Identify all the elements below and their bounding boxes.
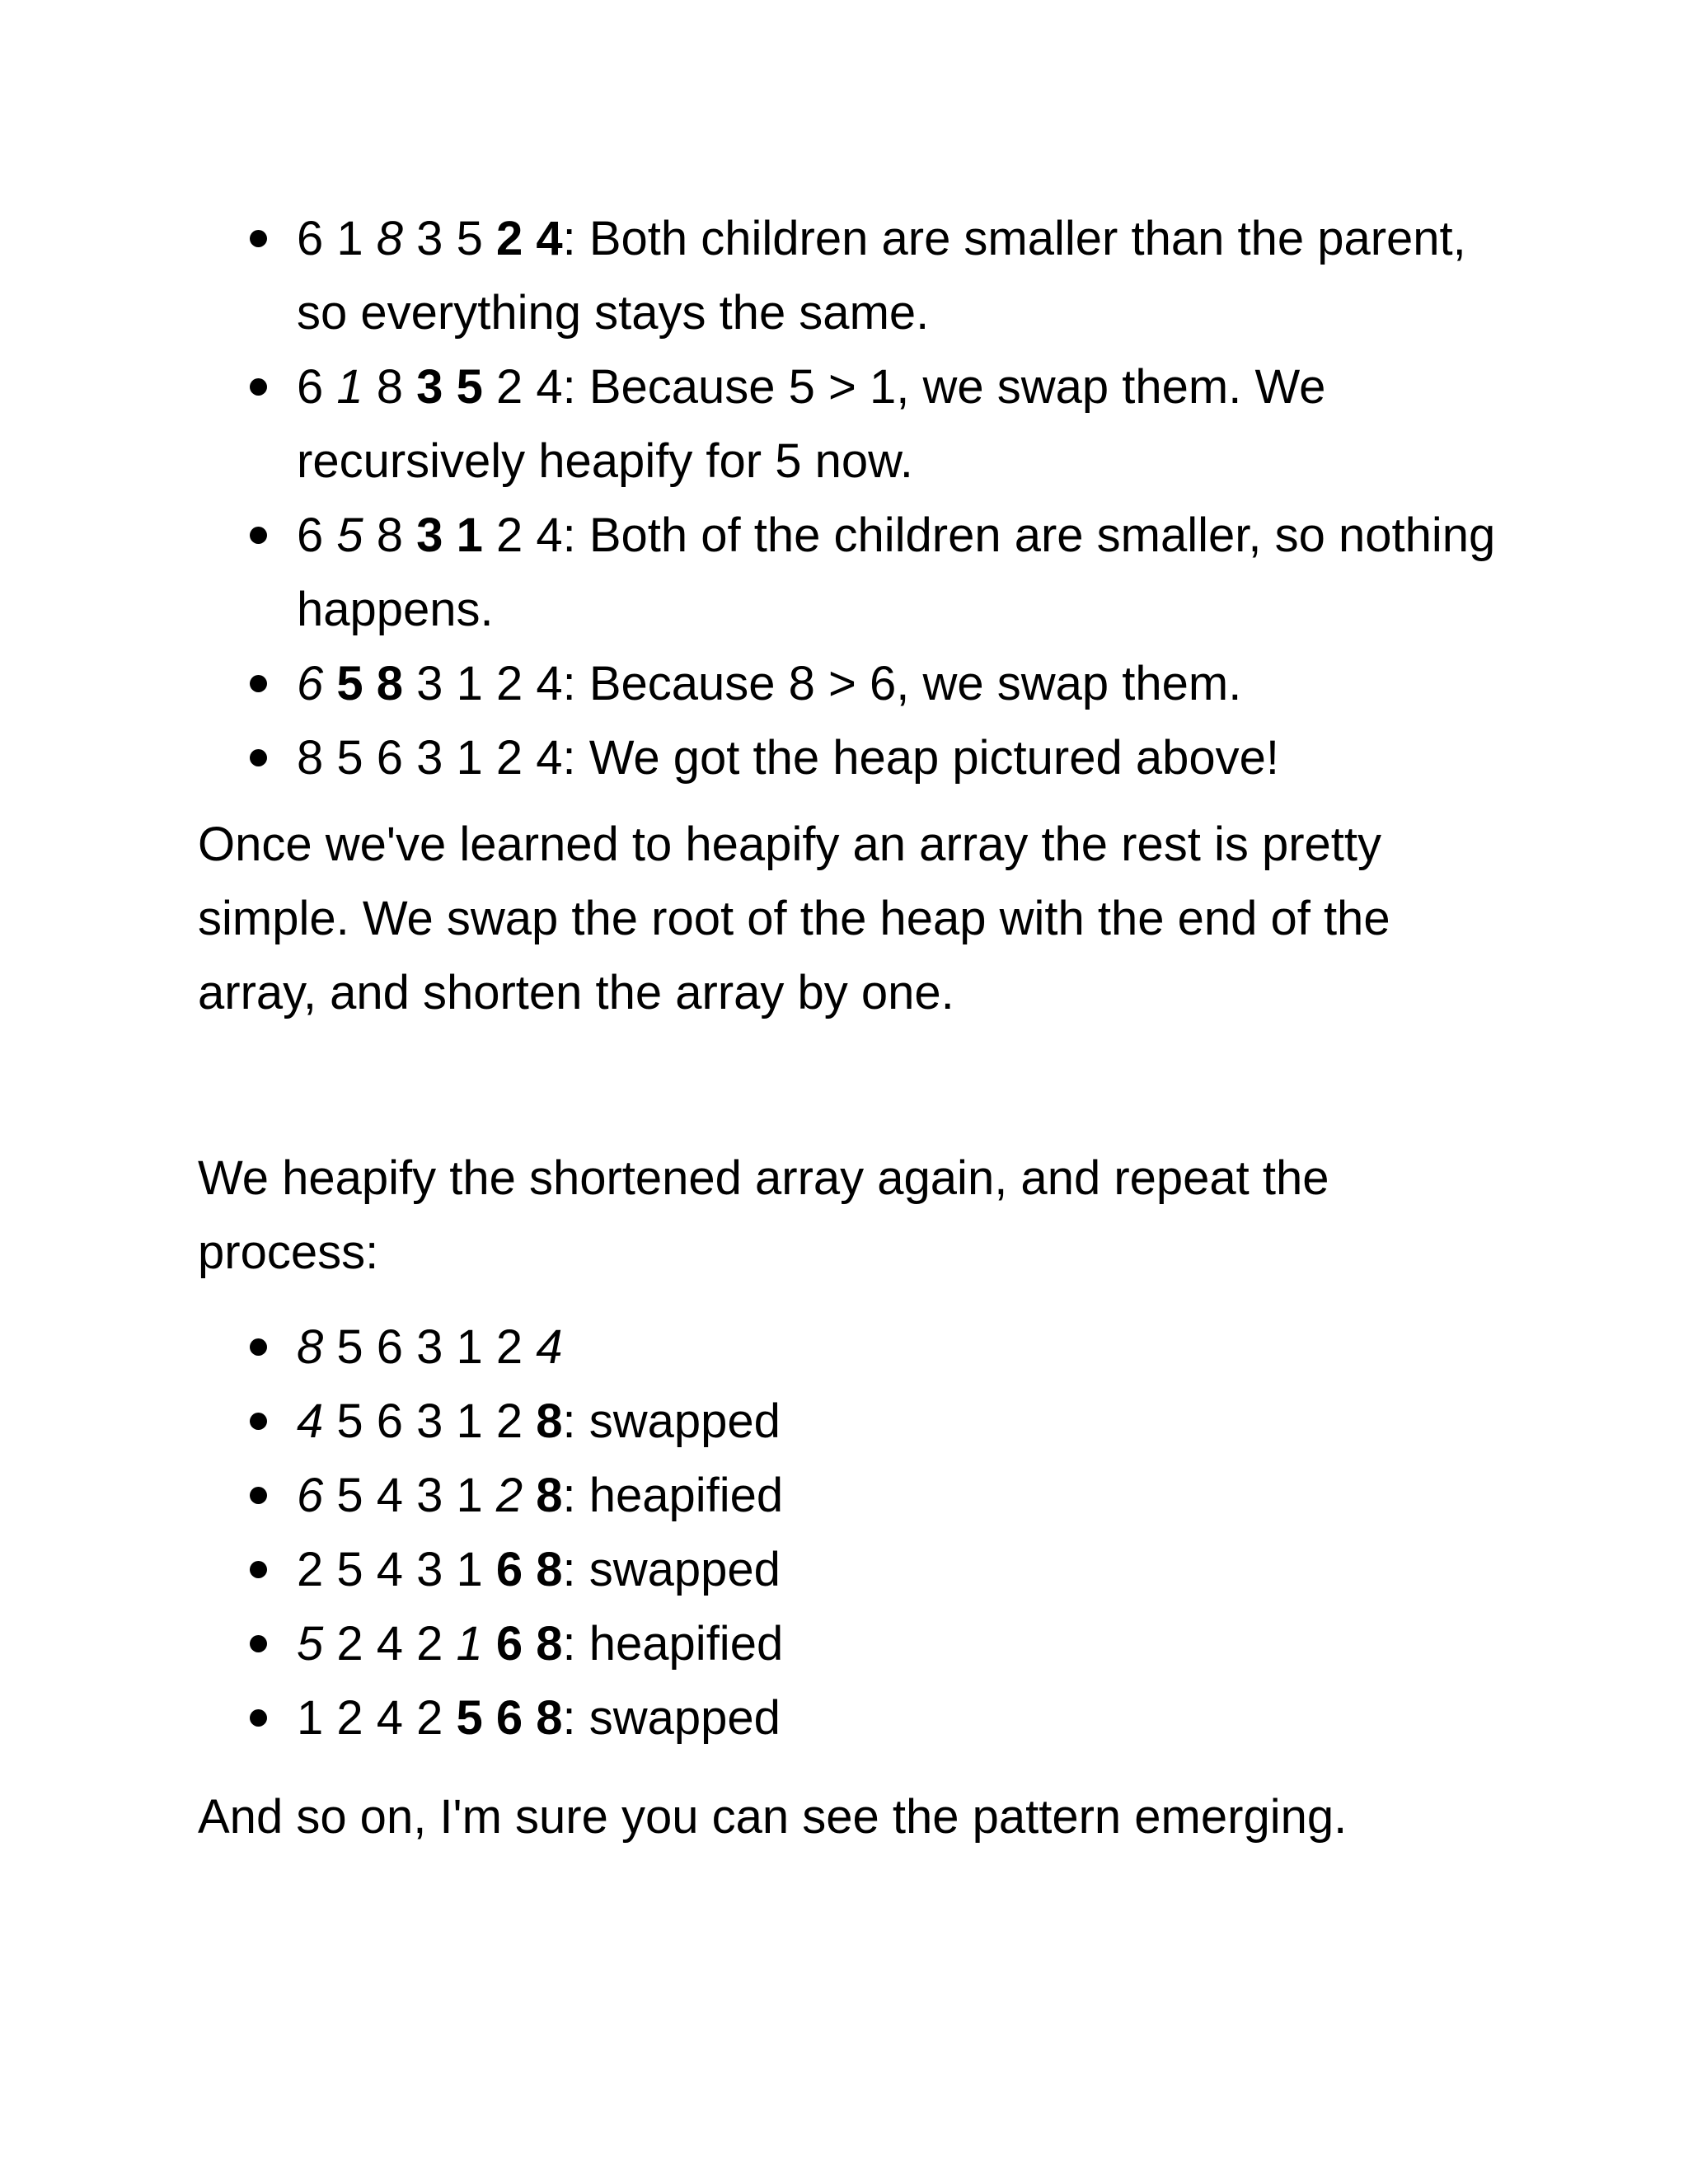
array-token: 6 <box>495 1691 523 1745</box>
step-description: : heapified <box>562 1617 784 1671</box>
array-token <box>323 657 336 710</box>
array-token: 6 <box>297 509 324 562</box>
array-token: 5 <box>456 1691 483 1745</box>
array-token: 8 <box>536 1469 563 1522</box>
array-token: 5 6 3 1 2 <box>323 1320 537 1374</box>
bullet-icon <box>250 1635 267 1652</box>
list-item <box>198 202 1500 350</box>
array-token: 5 <box>336 509 363 562</box>
array-token <box>483 657 496 710</box>
bullet-icon <box>250 675 267 692</box>
array-token: 3 <box>416 360 443 414</box>
list-item <box>198 1385 1500 1459</box>
list-item <box>198 1459 1500 1533</box>
array-token: 5 <box>297 1617 324 1671</box>
sort-steps-list <box>198 1310 1500 1755</box>
step-description: : We got the heap pictured above! <box>562 731 1280 785</box>
list-item <box>198 1681 1500 1755</box>
array-token <box>483 509 496 562</box>
closing-paragraph: And so on, I'm sure you can see the pattern emerging. <box>198 1790 1348 1844</box>
bullet-icon <box>250 1338 267 1356</box>
array-token: 6 <box>297 657 324 710</box>
array-token: 5 <box>456 360 483 414</box>
array-token: 1 <box>336 360 363 414</box>
array-token: 2 <box>495 1469 523 1522</box>
document-page <box>198 0 1517 2184</box>
array-token: 2 5 4 3 1 <box>297 1543 496 1596</box>
array-token: 8 <box>376 212 404 265</box>
list-item <box>198 1310 1500 1385</box>
step-description: : Because 8 > 6, we swap them. <box>562 657 1242 710</box>
array-token: 4 <box>536 509 563 562</box>
array-token: 8 5 6 3 1 2 4 <box>297 731 563 785</box>
array-token: 8 <box>536 1394 563 1448</box>
array-token <box>523 212 536 265</box>
array-token: 6 <box>495 1543 523 1596</box>
array-token <box>523 360 536 414</box>
array-token <box>363 657 377 710</box>
array-token <box>363 509 377 562</box>
list-item <box>198 647 1500 721</box>
heapify-steps-list <box>198 202 1500 795</box>
array-token: 1 <box>336 212 363 265</box>
array-token <box>523 1691 536 1745</box>
array-token: 8 <box>376 360 404 414</box>
array-token: 4 <box>536 1320 563 1374</box>
step-description: : Both children are smaller than the parent, so everything stays the same. <box>297 212 1466 340</box>
list-item <box>198 1607 1500 1681</box>
array-token <box>443 509 456 562</box>
array-token: 8 <box>376 509 404 562</box>
step-description: : swapped <box>562 1394 781 1448</box>
array-token <box>403 509 416 562</box>
step-description: : swapped <box>562 1543 781 1596</box>
bullet-icon <box>250 1487 267 1504</box>
array-token: 3 <box>416 657 443 710</box>
list-item <box>198 350 1500 499</box>
array-token <box>403 360 416 414</box>
array-token <box>483 1617 496 1671</box>
array-token: 3 <box>416 509 443 562</box>
array-token: 2 <box>495 360 523 414</box>
array-token: 1 <box>456 509 483 562</box>
array-token: 4 <box>536 657 563 710</box>
array-token: 8 <box>536 1617 563 1671</box>
array-token <box>403 657 416 710</box>
bullet-icon <box>250 527 267 544</box>
list-item <box>198 721 1500 795</box>
list-item <box>198 1533 1500 1607</box>
bullet-icon <box>250 1413 267 1430</box>
array-token <box>403 212 416 265</box>
array-token: 1 <box>456 657 483 710</box>
bullet-icon <box>250 1561 267 1578</box>
bullet-icon <box>250 378 267 396</box>
array-token: 1 <box>456 1617 483 1671</box>
bullet-icon <box>250 230 267 247</box>
array-token: 5 <box>456 212 483 265</box>
array-token <box>323 360 336 414</box>
array-token <box>523 1543 536 1596</box>
array-token <box>523 1469 536 1522</box>
bullet-icon <box>250 1709 267 1727</box>
list-item <box>198 499 1500 647</box>
array-token: 1 2 4 2 <box>297 1691 457 1745</box>
array-token <box>483 1691 496 1745</box>
array-token: 6 <box>297 360 324 414</box>
array-token: 6 <box>297 1469 324 1522</box>
array-token: 6 <box>297 212 324 265</box>
array-token: 2 <box>495 657 523 710</box>
array-token <box>443 212 456 265</box>
array-token: 8 <box>536 1543 563 1596</box>
array-token: 5 <box>336 657 363 710</box>
array-token: 4 <box>536 212 563 265</box>
step-description: : Because 5 > 1, we swap them. We recursively heapify for 5 now. <box>297 360 1326 488</box>
array-token: 4 <box>536 360 563 414</box>
array-token: 5 4 3 1 <box>323 1469 496 1522</box>
array-token <box>523 657 536 710</box>
array-token: 5 6 3 1 2 <box>323 1394 537 1448</box>
array-token <box>323 509 336 562</box>
array-token <box>483 212 496 265</box>
array-token <box>363 212 377 265</box>
array-token <box>363 360 377 414</box>
sort-explanation-paragraph: Once we've learned to heapify an array the rest is pretty simple. We swap the root of the heap with the end of the array, and shorten the array by one. <box>198 818 1390 1019</box>
array-token <box>443 360 456 414</box>
array-token: 4 <box>297 1394 324 1448</box>
array-token <box>523 509 536 562</box>
step-description: : Both of the children are smaller, so nothing happens. <box>297 509 1496 636</box>
array-token: 6 <box>495 1617 523 1671</box>
repeat-process-paragraph: We heapify the shortened array again, and repeat the process: <box>198 1151 1329 1279</box>
array-token <box>443 657 456 710</box>
step-description: : heapified <box>562 1469 784 1522</box>
array-token: 2 <box>495 509 523 562</box>
bullet-icon <box>250 749 267 766</box>
array-token: 2 4 2 <box>323 1617 457 1671</box>
array-token: 8 <box>536 1691 563 1745</box>
array-token: 3 <box>416 212 443 265</box>
array-token <box>323 212 336 265</box>
step-description: : swapped <box>562 1691 781 1745</box>
array-token <box>523 1617 536 1671</box>
array-token: 8 <box>376 657 404 710</box>
array-token <box>483 360 496 414</box>
array-token: 8 <box>297 1320 324 1374</box>
array-token: 2 <box>495 212 523 265</box>
